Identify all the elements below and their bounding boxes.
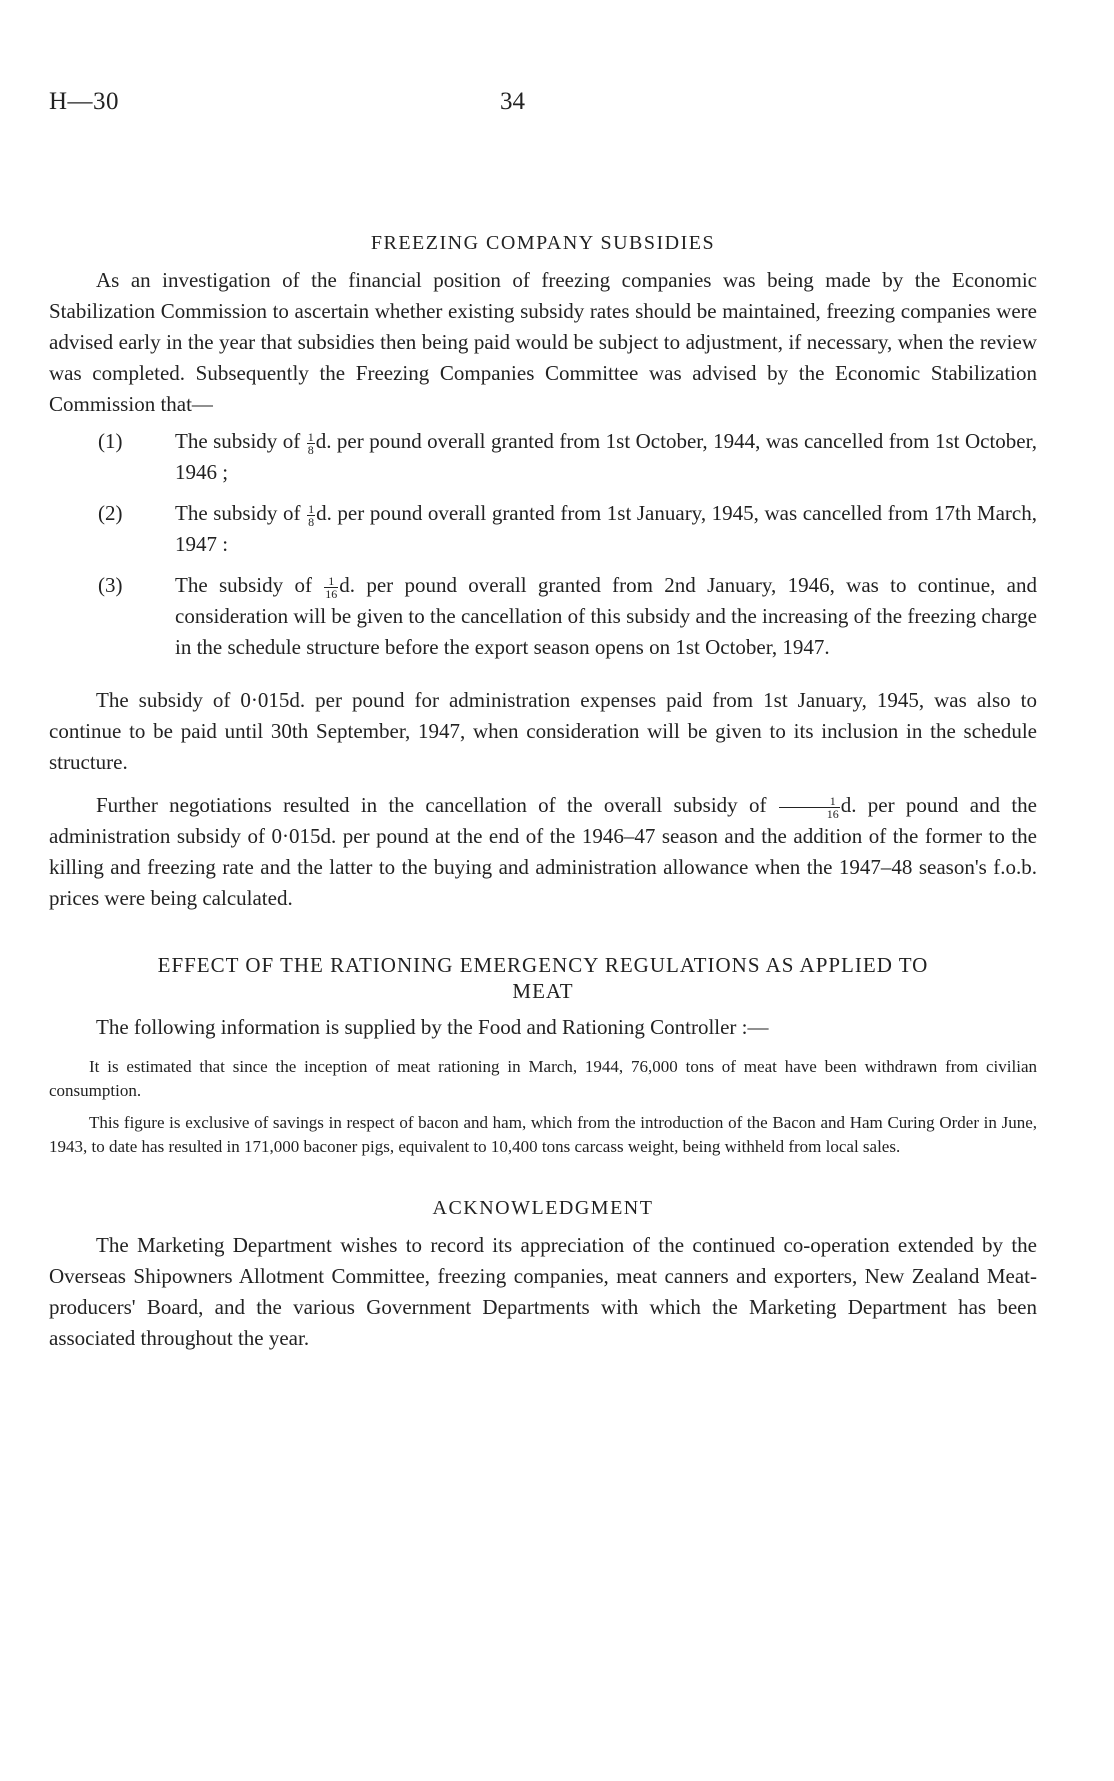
paragraph-rationing-intro: The following information is supplied by the Food and Rationing Controller :—: [96, 1015, 769, 1039]
list-item-text-pre: The subsidy of: [175, 429, 306, 453]
fraction: $\frac{1}{16}$: [779, 795, 840, 820]
fraction: $\frac{1}{16}$: [325, 573, 338, 601]
page-content: [49, 232, 1037, 1354]
list-item-text-pre: The subsidy of: [175, 501, 307, 525]
list-item-text-post: d. per pound overall granted from 1st October, 1944, was cancelled from 1st October, 1946 ;: [175, 429, 1037, 484]
list-item: [49, 498, 1037, 560]
subsidy-list: [49, 426, 1037, 663]
paragraph-intro: As an investigation of the financial position of freezing companies was being made by the Economic Stabilization Commission to ascertain whether existing subsidy rates should be maintained, freezing companies were advised early in the year that subsidies then being paid would be subject to adjustment, if necessary, when the review was completed. Subsequently the Freezing Companies Committee was advised by the Economic Stabilization Commission that—: [49, 268, 1037, 416]
paragraph-acknowledgment: The Marketing Department wishes to record its appreciation of the continued co-operation extended by the Overseas Shipowners Allotment Committee, freezing companies, meat canners and exporters, New Zealand Meat-producers' Board, and the various Government Departments with which the Marketing Department has been associated throughout the year.: [49, 1233, 1037, 1350]
page-number: 34: [500, 88, 525, 115]
list-item-number: (2): [98, 501, 123, 525]
fraction: $\frac{1}{8}$: [307, 429, 314, 457]
list-item-text-post: d. per pound overall granted from 1st January, 1945, was cancelled from 17th March, 1947 :: [175, 501, 1037, 556]
paragraph-further-negotiations: Further negotiations resulted in the cancellation of the overall subsidy of $\frac{1}{16}$ d. per pound and the administration subsidy of 0·015d. per pound at the end of the 1946–47 season and the addition of the former to the killing and freezing rate and the latter to the buying and administration allowance when the 1947–48 season's f.o.b. prices were being calculated.: [49, 793, 1037, 910]
list-item-number: (3): [98, 573, 123, 597]
list-item: [49, 426, 1037, 488]
section-title-freezing-subsidies: FREEZING COMPANY SUBSIDIES: [370, 232, 716, 254]
section-title-acknowledgment: ACKNOWLEDGMENT: [432, 1197, 654, 1219]
quote-meat-withdrawn: It is estimated that since the inception of meat rationing in March, 1944, 76,000 tons of meat have been withdrawn from civilian consumption.: [49, 1057, 1037, 1100]
quote-bacon-ham: This figure is exclusive of savings in respect of bacon and ham, which from the introduction of the Bacon and Ham Curing Order in June, 1943, to date has resulted in 171,000 baconer pigs, equivalent to 10,400 tons carcass weight, being withheld from local sales.: [49, 1113, 1037, 1156]
list-item-text-pre: The subsidy of: [175, 573, 324, 597]
fraction: $\frac{1}{8}$: [308, 501, 315, 529]
section-title-rationing: EFFECT OF THE RATIONING EMERGENCY REGULATIONS AS APPLIED TO MEAT: [157, 953, 929, 1003]
list-item: [49, 570, 1037, 663]
document-reference: H—30: [49, 88, 120, 115]
list-item-text-post: d. per pound overall granted from 2nd January, 1946, was to continue, and consideration will be given to the cancellation of this subsidy and the increasing of the freezing charge in the schedule structure before the export season opens on 1st October, 1947.: [175, 573, 1037, 659]
list-item-number: (1): [98, 429, 123, 453]
paragraph-admin-subsidy: The subsidy of 0·015d. per pound for administration expenses paid from 1st January, 1945, was also to continue to be paid until 30th September, 1947, when consideration will be given to its inclusion in the schedule structure.: [49, 688, 1037, 774]
